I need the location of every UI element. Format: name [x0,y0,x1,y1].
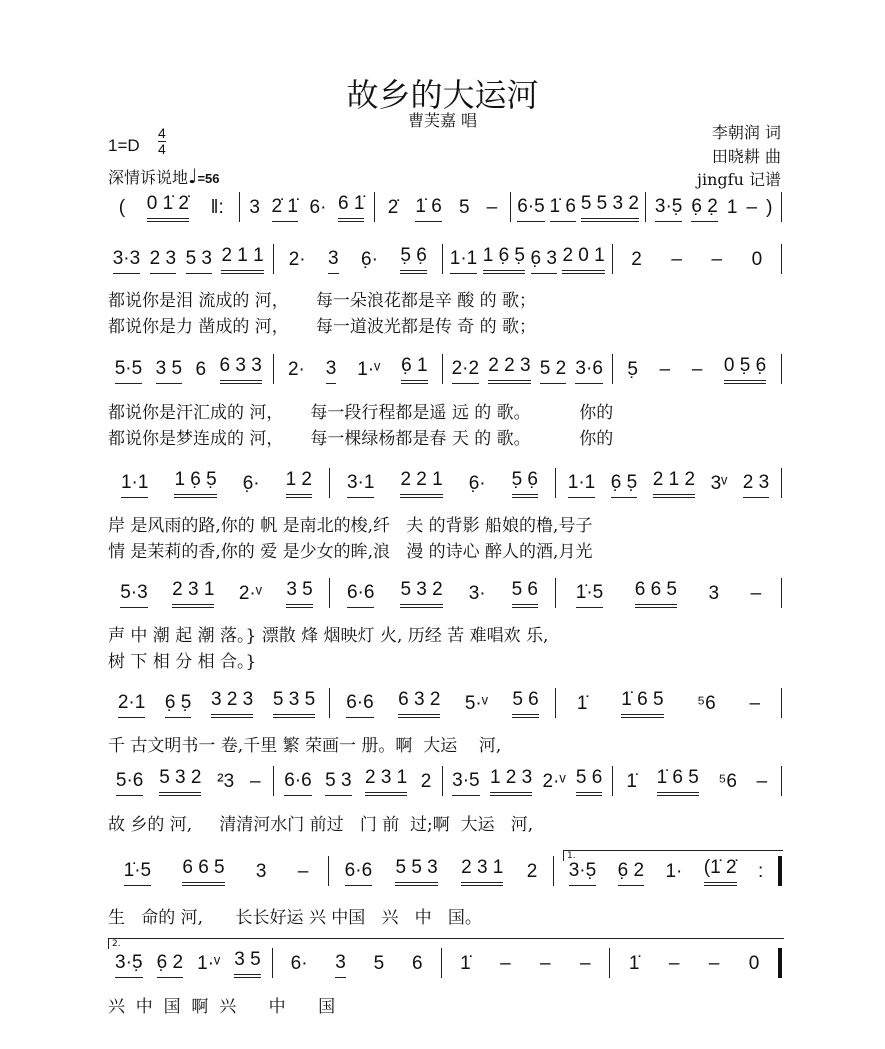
measure [645,192,781,222]
note-group: 3·3 [113,248,140,274]
note-group: 2 3 [150,248,176,274]
note-group: 2· [288,249,306,270]
note-group: 1·1 [450,248,477,274]
note-group: 5̣ 6̣ [512,469,538,498]
lyricist-credit: 李朝润 词 [711,123,781,142]
note-group: 3·5 [452,770,479,796]
note-group: 1 2 [286,469,312,498]
note-group: ) [766,197,773,218]
notation-system [104,354,782,384]
note-group: 2 3 1 [365,767,407,796]
note-group: 5·5 [115,358,142,384]
note-group: 2 2 1 [400,469,442,498]
note-group: 1 6̣ 5̣ [483,245,525,274]
note-group: 3 [326,358,337,384]
note-group: 5 5 3 2 [581,193,639,222]
measure [104,948,272,978]
note-group: ⁵6 [697,693,716,714]
note-group: 1· [665,861,683,882]
note-group: 5 3 [325,770,351,796]
note-group: – [756,771,768,792]
measure [272,948,441,978]
note-group: 3·5̣ [655,196,682,222]
measure [239,192,375,222]
barline [781,578,782,608]
lyric-line: 生 命的 河, 长长好运 兴 中国 兴 中 国。 [108,908,482,928]
measure [104,856,328,886]
note-group: 1̇ [576,693,588,714]
note-group: 3· [468,583,486,604]
note-group: 6·6 [345,860,372,886]
note-group: 5̣ [627,359,638,380]
note-group: – [659,359,671,380]
measure [510,192,646,222]
note-group: 6̣· [361,249,378,270]
note-group: 6· [290,953,308,974]
measure [273,244,443,274]
note-group: – [668,953,680,974]
note-group: 6̣ 3 [531,248,557,274]
note-group: 2·ᵛ [542,771,566,792]
note-group: 5 6 [576,767,602,796]
barline [781,766,782,796]
note-group: ‖: [210,197,224,218]
note-group: 2·2 [452,358,479,384]
transcriber-credit: jingfu 记谱 [697,170,781,189]
singer-credit: 曹芙嘉 唱 [407,111,478,130]
notation-system [104,578,782,608]
note-group: 6 3 2 [398,689,440,718]
note-group: 6 6 5 [182,857,224,886]
note-group: 6 6 5 [635,579,677,608]
lyric-line: 故 乡的 河, 清清河水门 前过 门 前 过;啊 大运 河, [108,815,534,835]
note-group: – [500,953,511,974]
notation-system [104,766,782,796]
note-group: 1̇ [460,953,471,974]
note-group: 3 2 3 [211,689,253,718]
notation-system [104,468,782,498]
note-group: – [749,693,761,714]
measure [374,192,510,222]
note-group: 2̇ 1̇ [272,196,298,222]
lyric-line: 都说你是梦连成的 河， 每一棵绿杨都是春 天 的 歌。 你的 [108,429,614,449]
note-group: 6 3 3 [220,355,262,384]
tempo-marking [108,164,220,188]
note-group: – [540,953,551,974]
meter-top: 4 [158,125,166,141]
song-title: 故乡的大运河 [346,76,539,114]
note-group: – [746,197,758,218]
note-group: 0 [748,953,760,974]
measure [609,948,778,978]
barline [781,688,782,718]
note-group: – [297,861,309,882]
note-group: 1̇ 6 [550,196,576,222]
quarter-note-icon: ♩ [188,164,198,188]
note-group: 5 3 2 [400,579,442,608]
lyric-line: 声 中 潮 起 潮 落。} 漂散 烽 烟映灯 火, 历经 苦 难唱欢 乐, [108,626,549,646]
note-group: 2 [420,771,432,792]
measure [555,468,781,498]
lyric-line: 树 下 相 分 相 合。} [108,652,257,672]
note-group: 3 5 [156,358,182,384]
note-group: 5 [458,197,470,218]
note-group: – [671,249,682,270]
measure [329,468,555,498]
note-group: 2 3 1 [172,579,214,608]
measure [612,244,782,274]
note-group: 1̇ 6 5 [657,767,699,796]
note-group: 5 3 2 [159,767,201,796]
note-group: 3·1 [347,472,374,498]
notation-system [104,244,782,274]
note-group: 6̣ 2 [618,860,644,886]
note-group: 6·6 [347,582,374,608]
note-group: 1̇ [626,771,637,792]
note-group: – [711,249,723,270]
measure [442,244,612,274]
note-group: 2 2 3 [488,355,530,384]
note-group: 5 5 3 [395,857,437,886]
measure [442,354,612,384]
measure [612,766,782,796]
note-group: 6·6 [346,692,373,718]
note-group: 3 [255,861,267,882]
note-group: 3 [249,197,260,218]
note-group: 5 [373,953,385,974]
note-group: 2̇ [387,197,399,218]
note-group: 5 6 [512,579,538,608]
note-group: 6·5 [517,196,544,222]
note-group: – [486,197,498,218]
measure [612,354,782,384]
note-group: – [249,771,261,792]
note-group: 6̣ 5̣ [165,692,191,718]
composer-credit: 田晓耕 曲 [711,147,781,166]
note-group: 1̇·5 [576,582,603,608]
time-signature [158,126,166,157]
note-group: 3 [335,952,346,978]
note-group: 5·3 [120,582,147,608]
note-group: 5̣ 6̣ [400,245,426,274]
expression-text: 深情诉说地 [108,168,189,187]
note-group: 6·6 [284,770,311,796]
note-group: ( [118,197,126,218]
note-group: 6̣ 2 [157,952,183,978]
volta-first: 1. [563,850,783,861]
lyric-line: 都说你是汗汇成的 河， 每一段行程都是遥 远 的 歌。 你的 [108,403,614,423]
lyric-line: 都说你是力 凿成的 河， 每一道波光都是传 奇 的 歌； [108,317,537,337]
note-group: 6 1̇ [338,193,364,222]
note-group: 2·1 [118,692,145,718]
note-group: – [708,953,720,974]
note-group: 3 [328,248,339,274]
note-group: 6̣ 2̣ [691,196,717,222]
note-group: ²3 [217,771,235,792]
final-barline [778,948,782,978]
note-group: – [691,359,703,380]
lyric-line-cut: 兴 中 国 啊 兴 中 国 [108,997,336,1017]
measure [329,578,555,608]
key-signature: 1=D [108,136,140,155]
note-group: 6 [411,953,423,974]
lyric-line: 岸 是风雨的路,你的 帆 是南北的梭,纤 夫 的背影 船娘的橹,号子 [108,516,593,536]
note-group: 6̣· [242,473,260,494]
note-group: 1 2 3 [490,767,532,796]
tempo-value: =56 [197,171,220,186]
note-group: 3·5̣ [115,952,142,978]
note-group: 2 [631,249,642,270]
note-group: 6̣· [468,473,486,494]
measure [441,948,610,978]
measure [442,766,612,796]
note-group: 1·1 [568,472,595,498]
measure [555,688,781,718]
measure [104,354,273,384]
note-group: 2· [287,359,305,380]
note-group: 6 [195,359,207,380]
notation-system [104,948,782,978]
measure [104,688,329,718]
note-group: 2 1 2 [653,469,695,498]
note-group: 5 2 [540,358,566,384]
note-group: 1 [726,197,738,218]
measure [329,688,555,718]
note-group: 1·1 [121,472,148,498]
note-group: 2 3 1 [461,857,503,886]
note-group: 0 5̣ 6̣ [724,355,766,384]
volta-second: 2. [108,938,784,949]
note-group: 2·ᵛ [238,583,262,604]
measure [273,766,443,796]
note-group: 1·ᵛ [357,359,381,380]
measure [104,192,239,222]
notation-system [104,688,782,718]
note-group: 3 5 [234,949,260,978]
note-group: 3·5̣ [569,860,596,886]
note-group: 1·ᵛ [197,953,221,974]
lyric-line: 都说你是泪 流成的 河， 每一朵浪花都是辛 酸 的 歌； [108,291,537,311]
note-group: 6̣ 5̣ [611,472,637,498]
note-group: 2 1 1 [221,245,263,274]
note-group: 2 [526,861,538,882]
notation-system [104,192,782,222]
measure [104,578,329,608]
note-group: 3 [708,583,720,604]
note-group: 1̇ 6 5 [621,689,663,718]
note-group: 0 1̇ 2̇ [147,193,189,222]
note-group: 1̇ 6 [415,196,441,222]
note-group: 3·6 [575,358,602,384]
note-group: : [757,861,764,882]
note-group: 2 0 1 [562,245,604,274]
measure [104,244,273,274]
note-group: (1̇ 2̇ [704,857,737,886]
barline [781,244,782,274]
note-group: – [579,953,591,974]
note-group: 1̇·5 [124,860,151,886]
note-group: 6· [309,197,327,218]
measure [104,468,329,498]
measure [328,856,553,886]
note-group: 3 5 [286,579,312,608]
measure [273,354,443,384]
note-group: 5 3 5 [273,689,315,718]
note-group: – [750,583,762,604]
note-group: 2 3 [743,472,769,498]
note-group: 1̇ [628,953,640,974]
note-group: 5·ᵛ [464,693,488,714]
lyric-line: 情 是茉莉的香,你的 爱 是少女的眸,浪 漫 的诗心 醉人的酒,月光 [108,542,593,562]
note-group: 6̣ 1 [401,355,427,384]
note-group: 5 3 [186,248,212,274]
note-group: ⁵6 [718,771,737,792]
note-group: 5 6 [512,689,538,718]
barline [781,192,782,222]
lyric-line: 千 古文明书一 卷,千里 繁 荣画一 册。啊 大运 河, [108,736,502,756]
note-group: 5·6 [116,770,143,796]
barline [781,354,782,384]
note-group: 0 [751,249,763,270]
note-group: 3ᵛ [710,473,728,494]
note-group: 1 6̣ 5̣ [174,469,216,498]
measure [104,766,273,796]
barline [781,468,782,498]
measure [555,578,781,608]
meter-bottom: 4 [158,141,166,157]
